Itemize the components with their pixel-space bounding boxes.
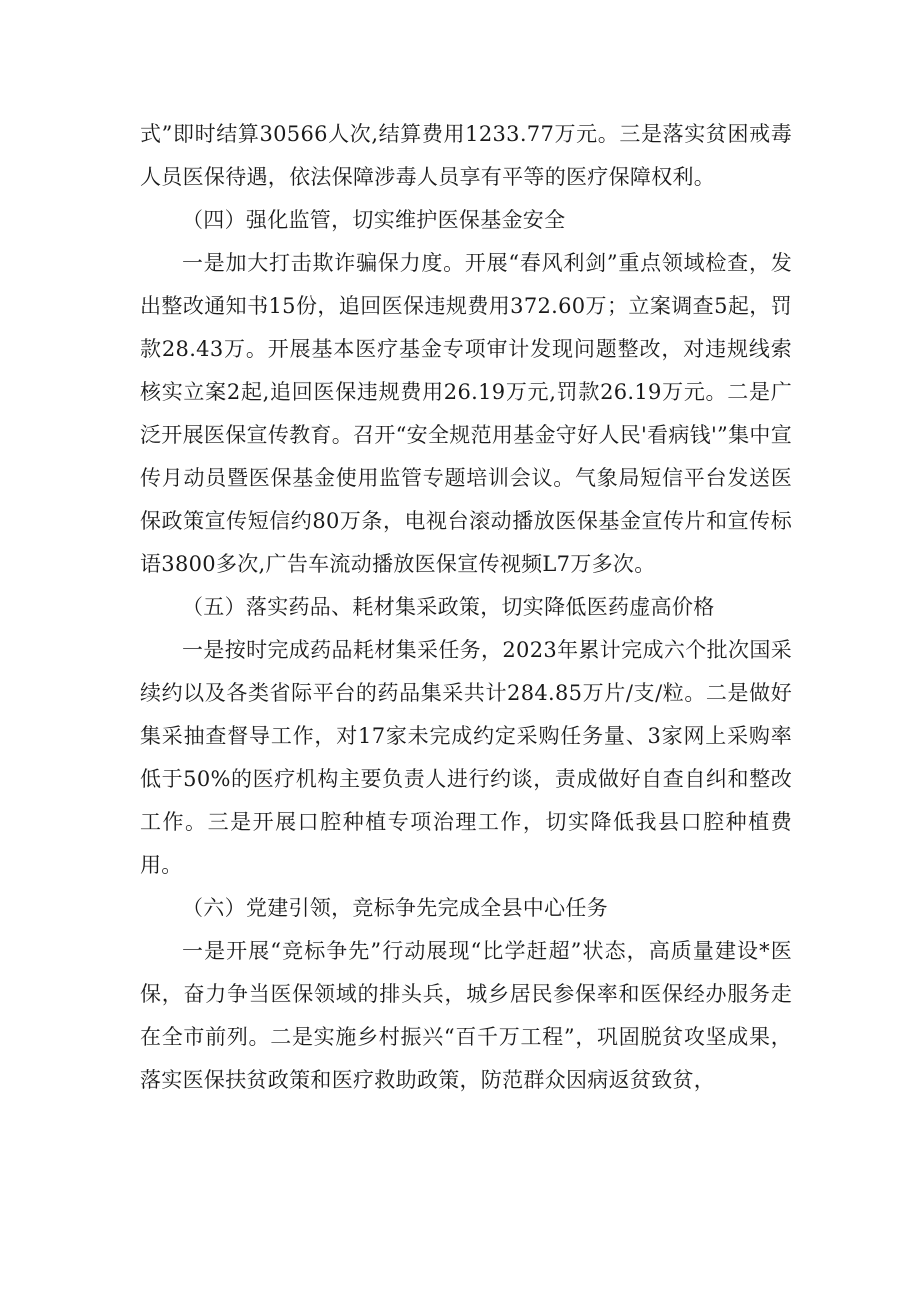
paragraph-supervision: 一是加大打击欺诈骗保力度。开展“春风利剑”重点领域检查，发出整改通知书15份，追回医保违规费用372.60万；立案调查5起，罚款28.43万。开展基本医疗基金专项审计发现问题整改，对违规线索核实立案2起,追回医保违规费用26.19万元,罚款26.19万元。二是广泛开展医保宣传教育。召开“安全规范用基金守好人民'看病钱'”集中宣传月动员暨医保基金使用监管专题培训会议。气象局短信平台发送医保政策宣传短信约80万条，电视台滚动播放医保基金宣传片和宣传标语3800多次,广告车流动播放医保宣传视频L7万多次。 bbox=[140, 251, 792, 576]
paragraph-procurement: 一是按时完成药品耗材集采任务，2023年累计完成六个批次国采续约以及各类省际平台的药品集采共计284.85万片/支/粒。二是做好集采抽查督导工作，对17家未完成约定采购任务量、3家网上采购率低于50%的医疗机构主要负责人进行约谈，责成做好自查自纠和整改工作。三是开展口腔种植专项治理工作，切实降低我县口腔种植费用。 bbox=[140, 638, 792, 877]
section-heading-4: （四）强化监管，切实维护医保基金安全 bbox=[182, 208, 566, 232]
paragraph-party-building: 一是开展“竞标争先”行动展现“比学赶超”状态，高质量建设*医保，奋力争当医保领域的排头兵，城乡居民参保率和医保经办服务走在全市前列。二是实施乡村振兴“百千万工程”，巩固脱贫攻坚成果，落实医保扶贫政策和医疗救助政策，防范群众因病返贫致贫， bbox=[140, 939, 792, 1092]
paragraph-continuation: 式”即时结算30566人次,结算费用1233.77万元。三是落实贫困戒毒人员医保待遇，依法保障涉毒人员享有平等的医疗保障权利。 bbox=[140, 122, 792, 189]
section-heading-6: （六）党建引领，竞标争先完成全县中心任务 bbox=[182, 896, 608, 920]
section-heading-5: （五）落实药品、耗材集采政策，切实降低医药虚高价格 bbox=[182, 595, 715, 619]
document-body bbox=[140, 113, 792, 1102]
